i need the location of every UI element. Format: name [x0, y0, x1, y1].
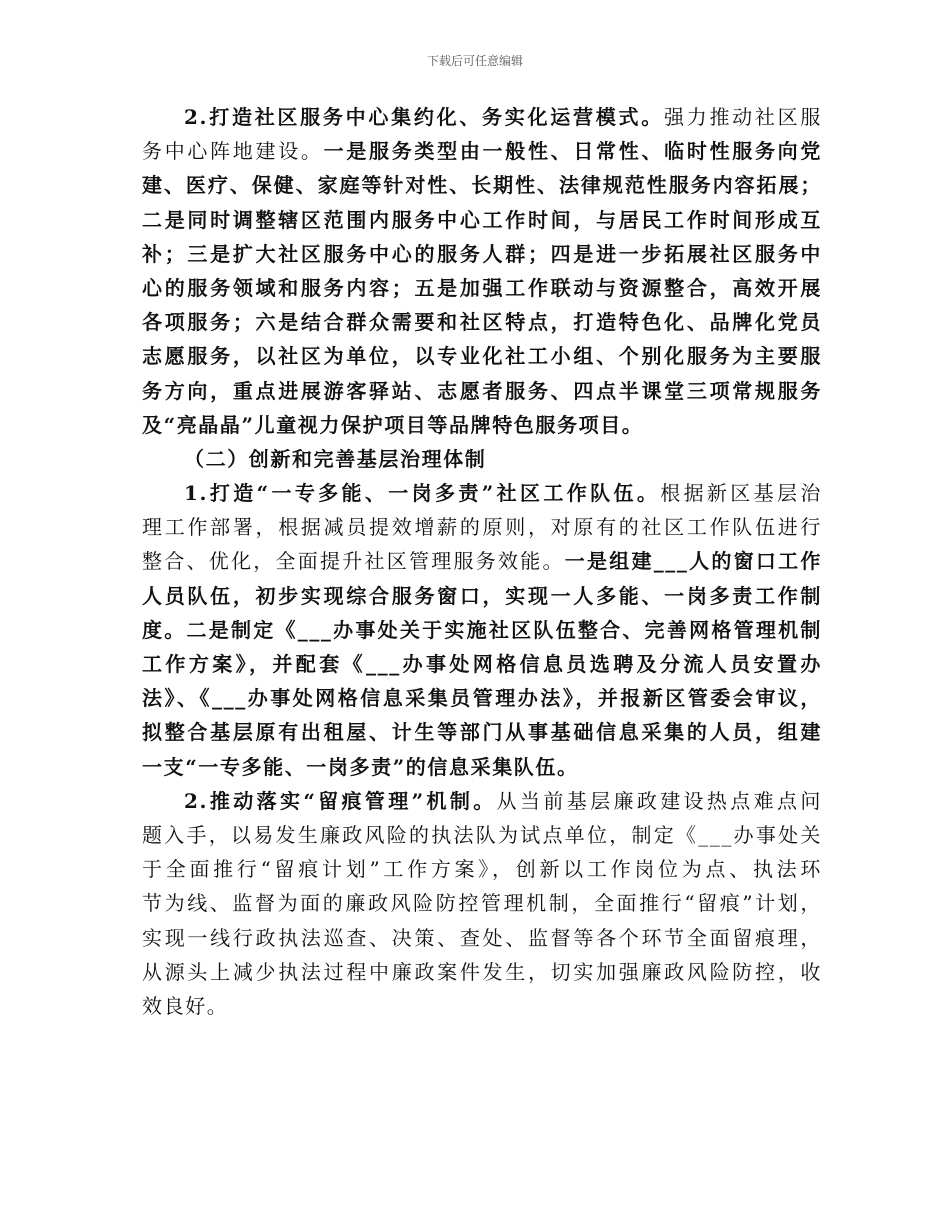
- text-line: 二是同时调整辖区范围内服务中心工作时间，与居民工作时间形成互: [142, 207, 822, 232]
- bold-run: 一是服务类型由一般性、日常性、临时性服务向党: [323, 139, 822, 164]
- body-run: 整合、优化，全面提升社区管理服务效能。: [142, 549, 565, 574]
- text-line: 节为线、监督为面的廉政风险防控管理机制，全面推行“留痕”计划，: [142, 891, 822, 916]
- text-line: [142, 476, 822, 510]
- text-line: [142, 134, 822, 168]
- text-line: 一支“一专多能、一岗多责”的信息采集队伍。: [142, 754, 579, 779]
- section-heading: （二）创新和完善基层治理体制: [184, 446, 487, 471]
- text-line: 度。二是制定《___办事处关于实施社区队伍整合、完善网格管理机制: [142, 617, 822, 642]
- text-line: 法》、《___办事处网格信息采集员管理办法》，并报新区管委会审议，: [142, 686, 822, 711]
- body-run: 强力推动社区服: [663, 105, 822, 129]
- text-line: 建、医疗、保健、家庭等针对性、长期性、法律规范性服务内容拓展；: [142, 173, 822, 198]
- document-body: [142, 100, 822, 1023]
- page-header: 下载后可任意编辑: [426, 54, 523, 68]
- text-line: [142, 784, 822, 818]
- text-line: 补；三是扩大社区服务中心的服务人群；四是进一步拓展社区服务中: [142, 241, 822, 266]
- text-line: 工作方案》，并配套《___办事处网格信息员选聘及分流人员安置办: [142, 652, 822, 676]
- text-line: 效良好。: [142, 993, 229, 1018]
- text-line: 于全面推行“留痕计划”工作方案》，创新以工作岗位为点、执法环: [142, 857, 822, 882]
- body-run: 根据新区基层治: [660, 481, 823, 506]
- text-line: 及“亮晶晶”儿童视力保护项目等品牌特色服务项目。: [142, 412, 644, 437]
- text-line: [142, 544, 822, 578]
- heading-run: 1.打造“一专多能、一岗多责”社区工作队伍。: [184, 481, 661, 506]
- text-line: 从源头上减少执法过程中廉政案件发生，切实加强廉政风险防控，收: [142, 959, 822, 984]
- text-line: 拟整合基层原有出租屋、计生等部门从事基础信息采集的人员，组建: [142, 720, 822, 745]
- text-line: [142, 100, 822, 134]
- text-line: 各项服务；六是结合群众需要和社区特点，打造特色化、品牌化党员: [142, 310, 822, 335]
- heading-run: 2.打造社区服务中心集约化、务实化运营模式。: [184, 105, 664, 129]
- text-line: 理工作部署，根据减员提效增薪的原则，对原有的社区工作队伍进行: [142, 515, 822, 540]
- text-line: 实现一线行政执法巡查、决策、查处、监督等各个环节全面留痕理，: [142, 925, 822, 950]
- bold-run: 一是组建___人的窗口工作: [564, 549, 822, 574]
- text-line: 务方向，重点进展游客驿站、志愿者服务、四点半课堂三项常规服务: [142, 378, 822, 403]
- heading-run: 2.推动落实“留痕管理”机制。: [184, 788, 497, 813]
- body-run: 从当前基层廉政建设热点难点问: [496, 788, 822, 813]
- text-line: 人员队伍，初步实现综合服务窗口，实现一人多能、一岗多责工作制: [142, 583, 822, 608]
- text-line: 题入手，以易发生廉政风险的执法队为试点单位，制定《___办事处关: [142, 822, 822, 847]
- body-run: 务中心阵地建设。: [142, 139, 324, 164]
- text-line: 心的服务领域和服务内容；五是加强工作联动与资源整合，高效开展: [142, 275, 822, 300]
- text-line: 志愿服务，以社区为单位，以专业化社工小组、个别化服务为主要服: [142, 344, 822, 369]
